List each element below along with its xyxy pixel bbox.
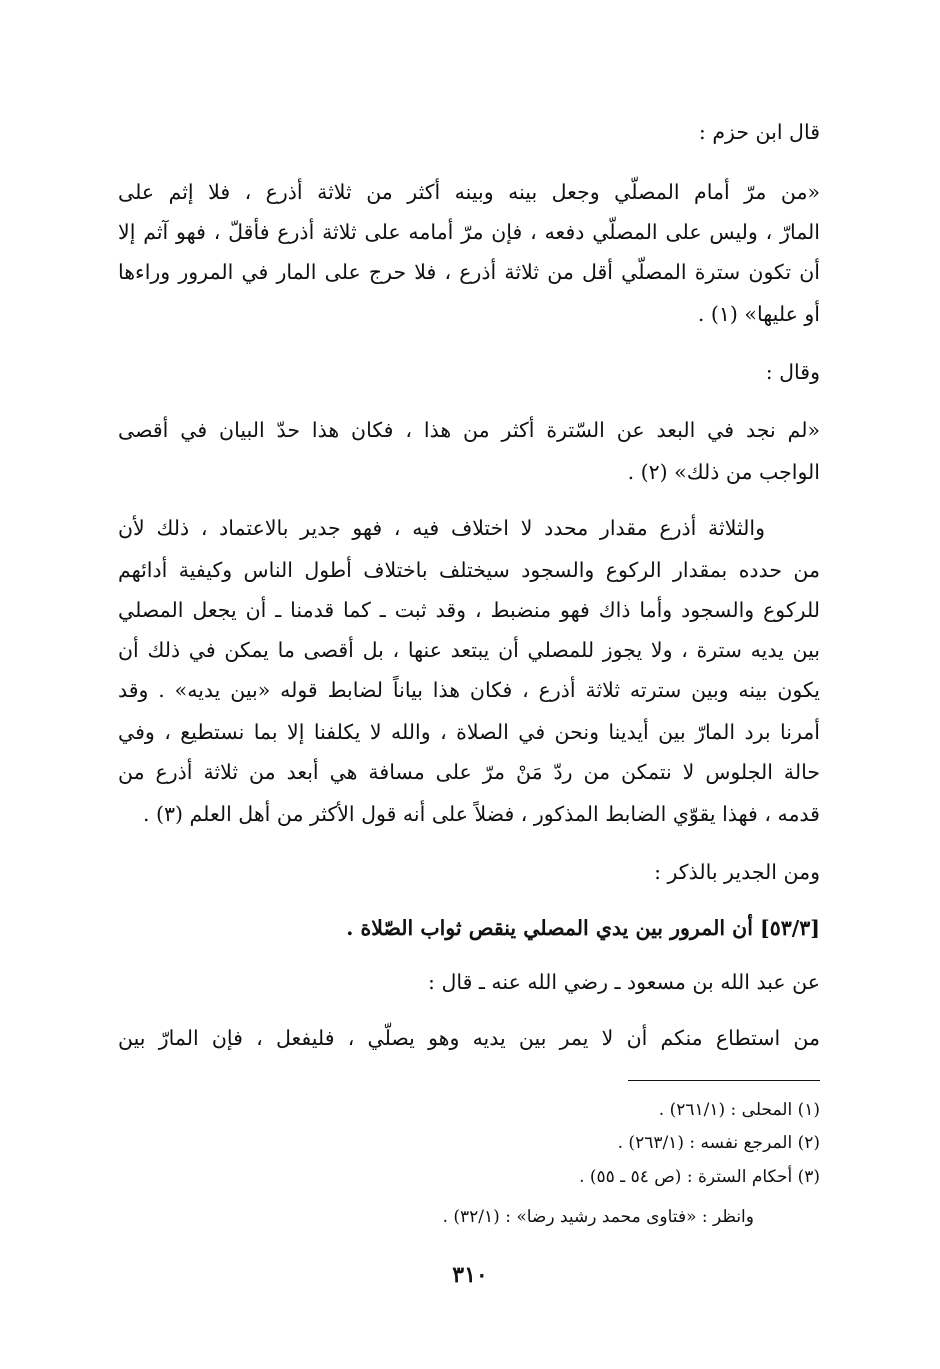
footnote-1: (١) المحلى : (٢٦١/١) . [658, 1100, 820, 1120]
paragraph-line-8: قدمه ، فهذا يقوّي الضابط المذكور ، فضلاً على أنه قول الأكثر من أهل العلم (٣) . [142, 802, 820, 826]
heading-qal: وقال : [765, 360, 820, 384]
quote2-line-2: الواجب من ذلك» (٢) . [627, 460, 820, 484]
quote2-line-1: «لم نجد في البعد عن السّترة أكثر من هذا ، فكان هذا حدّ البيان في أقصى [118, 418, 820, 442]
quote1-line-3: أن تكون سترة المصلّي أقل من ثلاثة أذرع ، فلا حرج على المار في المرور وراءها [118, 260, 820, 284]
footnote-divider [628, 1080, 820, 1081]
footnote-3-see-also: وانظر : «فتاوى محمد رشيد رضا» : (٣٢/١) . [442, 1207, 754, 1227]
paragraph-line-6: أمرنا برد المارّ بين أيدينا ونحن في الصلاة ، والله لا يكلفنا إلا بما نستطيع ، وفي [118, 720, 820, 744]
heading-ibn-hazm: قال ابن حزم : [698, 120, 820, 144]
narrator-line: عن عبد الله بن مسعود ـ رضي الله عنه ـ قال : [428, 970, 820, 994]
footnote-3: (٣) أحكام السترة : (ص ٥٤ ـ ٥٥) . [579, 1167, 820, 1187]
paragraph-line-2: من حدده بمقدار الركوع والسجود سيختلف باختلاف أطول الناس وكيفية أدائهم [118, 558, 820, 582]
paragraph-line-5: يكون بينه وبين سترته ثلاثة أذرع ، فكان هذا بياناً لضابط قوله «بين يديه» . وقد [118, 678, 820, 702]
section-title: [٥٣/٣] أن المرور بين يدي المصلي ينقص ثواب الصّلاة . [346, 916, 820, 940]
paragraph-line-7: حالة الجلوس لا نتمكن من ردّ مَنْ مرّ على مسافة هي أبعد من ثلاثة أذرع من [118, 760, 820, 784]
hadith-line: من استطاع منكم أن لا يمر بين يديه وهو يصلّي ، فليفعل ، فإن المارّ بين [118, 1026, 820, 1050]
page-number: ٣١٠ [452, 1262, 488, 1288]
quote1-line-4: أو عليها» (١) . [697, 302, 820, 326]
footnote-2: (٢) المرجع نفسه : (٢٦٣/١) . [617, 1133, 820, 1153]
quote1-line-2: المارّ ، وليس على المصلّي دفعه ، فإن مرّ أمامه على ثلاثة أذرع فأقلّ ، فهو آثم إلا [118, 220, 820, 244]
paragraph-line-1: والثلاثة أذرع مقدار محدد لا اختلاف فيه ، فهو جدير بالاعتماد ، ذلك لأن [118, 516, 765, 540]
paragraph-line-3: للركوع والسجود وأما ذاك فهو منضبط ، وقد ثبت ـ كما قدمنا ـ أن يجعل المصلي [118, 598, 820, 622]
quote1-line-1: «من مرّ أمام المصلّي وجعل بينه وبينه أكثر من ثلاثة أذرع ، فلا إثم على [118, 180, 820, 204]
heading-worth-mentioning: ومن الجدير بالذكر : [654, 860, 820, 884]
paragraph-line-4: بين يديه سترة ، ولا يجوز للمصلي أن يبتعد عنها ، بل أقصى ما يمكن في ذلك أن [118, 638, 820, 662]
